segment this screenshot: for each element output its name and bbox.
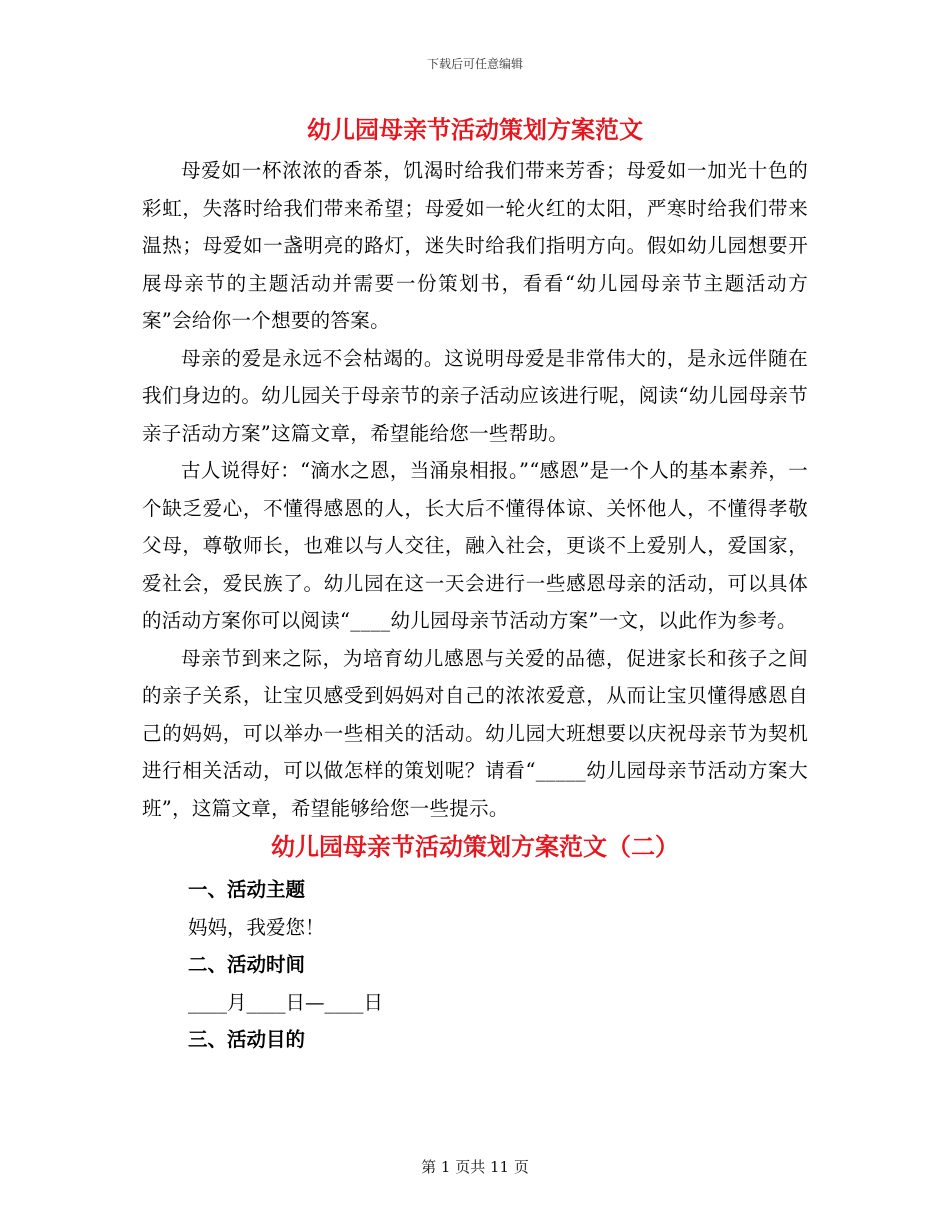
paragraph-2: 母亲的爱是永远不会枯竭的。这说明母爱是非常伟大的，是永远伴随在我们身边的。幼儿园关于母亲节的亲子活动应该进行呢，阅读“幼儿园母亲节亲子活动方案”这篇文章，希望能给您一些帮助。 [142,346,808,445]
section-heading-theme: 一、活动主题 [188,878,306,901]
section-text-theme: 妈妈，我爱您！ [188,915,325,939]
paragraph-3: 古人说得好：“滴水之恩，当涌泉相报。”“感恩”是一个人的基本素养，一个缺乏爱心，不懂得感恩的人，长大后不懂得体谅、关怀他人，不懂得孝敬父母，尊敬师长，也难以与人交往，融入社会，更谈不上爱别人，爱国家，爱社会，爱民族了。幼儿园在这一天会进行一些感恩母亲的活动，可以具体的活动方案你可以阅读“____幼儿园母亲节活动方案”一文，以此作为参考。 [142,459,808,632]
section-heading-time: 二、活动时间 [188,953,306,976]
document-title: 幼儿园母亲节活动策划方案范文 [307,115,643,144]
page-header-note: 下载后可任意编辑 [426,57,523,71]
page-number: 第 1 页共 11 页 [421,1158,529,1176]
document-body [142,112,808,1059]
section-heading-purpose: 三、活动目的 [188,1028,306,1051]
paragraph-1: 母爱如一杯浓浓的香茶，饥渴时给我们带来芳香；母爱如一加光十色的彩虹，失落时给我们带来希望；母爱如一轮火红的太阳，严寒时给我们带来温热；母爱如一盏明亮的路灯，迷失时给我们指明方向。假如幼儿园想要开展母亲节的主题活动并需要一份策划书，看看“幼儿园母亲节主题活动方案”会给你一个想要的答案。 [142,159,808,332]
paragraph-4: 母亲节到来之际，为培育幼儿感恩与关爱的品德，促进家长和孩子之间的亲子关系，让宝贝感受到妈妈对自己的浓浓爱意，从而让宝贝懂得感恩自己的妈妈，可以举办一些相关的活动。幼儿园大班想要以庆祝母亲节为契机进行相关活动，可以做怎样的策划呢？请看“_____幼儿园母亲节活动方案大班”，这篇文章，希望能够给您一些提示。 [142,646,808,820]
section-text-time: ____月____日—____日 [188,990,384,1014]
document-subtitle: 幼儿园母亲节活动策划方案范文（二） [271,832,679,861]
